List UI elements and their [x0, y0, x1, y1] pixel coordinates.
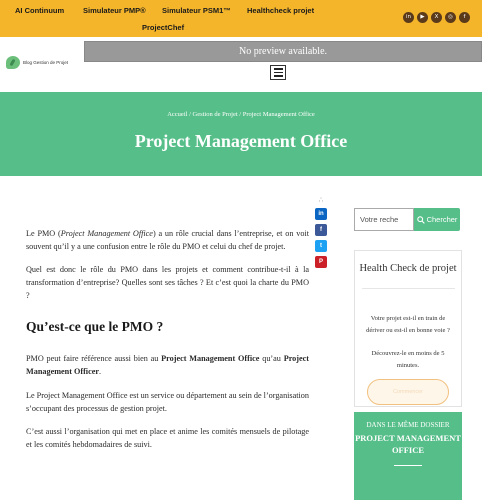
search-form — [354, 208, 460, 231]
top-navigation — [0, 0, 400, 37]
section-heading: Qu’est-ce que le PMO ? — [26, 318, 164, 334]
article-paragraph: Le Project Management Office est un service ou département au sein de l’organisation s’occupant des processus de gestion projet. — [26, 390, 309, 413]
share-icon: ∴ — [318, 196, 324, 204]
health-check-widget — [354, 250, 462, 407]
logo-text: Blog Gestion de Projet — [23, 60, 69, 65]
facebook-icon[interactable]: f — [459, 12, 470, 23]
twitter-share-button[interactable]: t — [315, 240, 327, 252]
youtube-icon[interactable]: ▶ — [417, 12, 428, 23]
bold-text: Project Management Office — [161, 354, 260, 364]
start-health-check-button[interactable]: Commencer — [367, 379, 449, 405]
leaf-logo-icon — [6, 56, 20, 69]
breadcrumb-section[interactable]: Gestion de Projet — [192, 111, 238, 118]
dossier-kicker: DANS LE MÊME DOSSIER — [366, 421, 450, 429]
article-paragraph: PMO peut faire référence aussi bien au Project Management Office qu’au Project Management Officer. — [26, 354, 309, 377]
nav-link-healthcheck[interactable]: Healthcheck projet — [247, 6, 315, 15]
nav-link-simulateur-pmp[interactable]: Simulateur PMP® — [83, 6, 146, 15]
facebook-share-button[interactable]: f — [315, 224, 327, 236]
share-bar — [315, 196, 327, 268]
instagram-icon[interactable]: ◎ — [445, 12, 456, 23]
divider — [362, 288, 455, 289]
breadcrumb-separator: / — [187, 111, 193, 118]
breadcrumb-separator: / — [237, 111, 243, 118]
search-button[interactable] — [414, 208, 460, 231]
article-paragraph: Le PMO (Project Management Office) a un rôle crucial dans l’entreprise, et on voit souvent qu’il y a une confusion entre le rôle du PMO et celui du chef de projet. — [26, 229, 310, 251]
widget-description: Votre projet est-il en train de dériver ou est-il en bonne voie ? — [366, 315, 450, 335]
top-bar — [0, 0, 482, 37]
article-body — [26, 228, 309, 463]
x-icon[interactable]: X — [431, 12, 442, 23]
linkedin-icon[interactable]: in — [403, 12, 414, 23]
emphasis-text: Project Management Office — [60, 229, 153, 238]
search-button-label: Chercher — [426, 215, 458, 224]
article-paragraph: C’est aussi l’organisation qui met en place et anime les comités mensuels de pilotage et les comités hebdomadaires de suivi. — [26, 427, 309, 449]
search-icon — [417, 216, 425, 224]
hamburger-icon — [274, 68, 283, 70]
site-logo[interactable] — [6, 56, 68, 69]
bold-text: Project Management Officer — [26, 354, 309, 377]
widget-title: Health Check de projet — [359, 263, 457, 274]
divider — [394, 465, 422, 466]
page-title: Project Management Office — [134, 131, 348, 151]
nav-link-simulateur-psm1[interactable]: Simulateur PSM1™ — [162, 6, 231, 15]
search-input[interactable]: Votre reche — [354, 208, 414, 231]
page-hero — [0, 92, 482, 176]
header-preview-placeholder: No preview available. — [84, 41, 482, 62]
breadcrumb-current: Project Management Office — [242, 111, 315, 118]
hamburger-menu-button[interactable] — [270, 65, 286, 80]
nav-link-ai-continuum[interactable]: AI Continuum — [15, 6, 65, 15]
breadcrumb-home[interactable]: Accueil — [167, 111, 188, 118]
breadcrumb — [0, 111, 482, 118]
article-paragraph: Quel est donc le rôle du PMO dans les projets et comment contribue-t-il à la transformation d’entreprise? Quelles sont ses tâches ? Et c’est quoi la charte du PMO ? — [26, 265, 309, 300]
social-links — [403, 12, 470, 23]
related-dossier-card[interactable] — [354, 412, 462, 500]
pinterest-share-button[interactable]: P — [315, 256, 327, 268]
dossier-title[interactable]: PROJECT MANAGEMENT OFFICE — [355, 432, 461, 456]
widget-description-secondary: Découvrez-le en moins de 5 minutes. — [371, 349, 445, 370]
linkedin-share-button[interactable]: in — [315, 208, 327, 220]
nav-link-projectchef[interactable]: ProjectChef — [142, 23, 185, 32]
